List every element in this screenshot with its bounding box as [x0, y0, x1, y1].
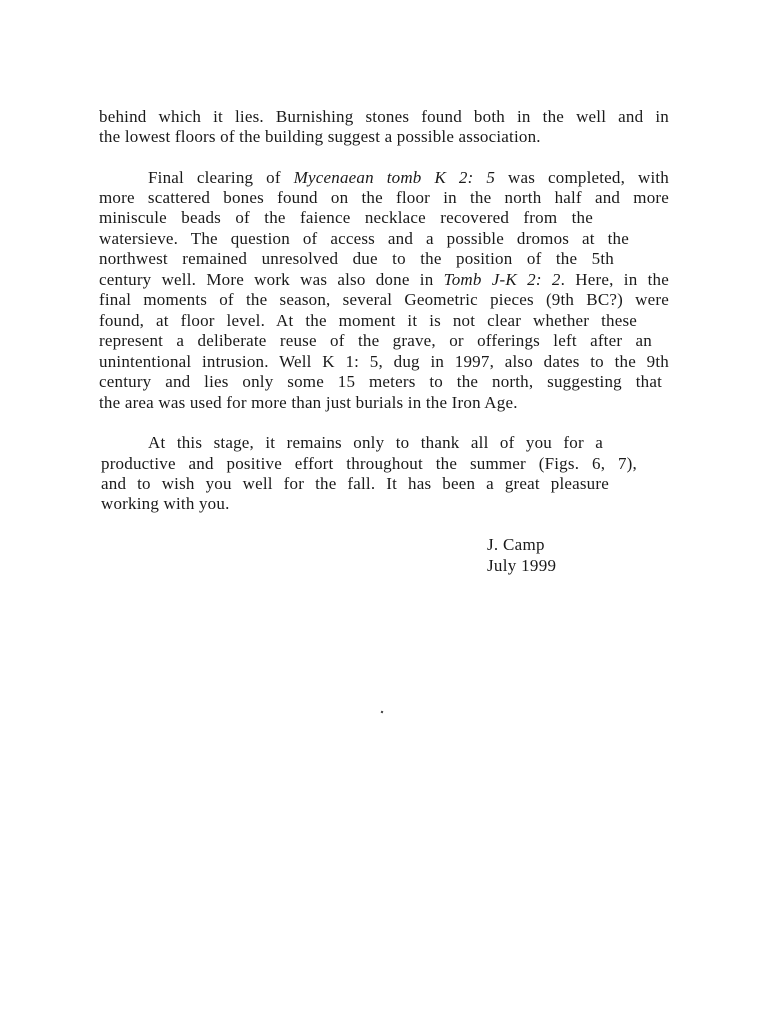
- text-line: At this stage, it remains only to thank all of you for a: [148, 433, 603, 452]
- text-line: miniscule beads of the faience necklace recovered from the: [99, 208, 593, 227]
- text-line: [99, 270, 669, 290]
- text-line: the lowest floors of the building suggest a possible association.: [99, 127, 541, 146]
- text-line: century and lies only some 15 meters to the north, suggesting that: [99, 372, 662, 391]
- signature-name: J. Camp: [487, 535, 545, 554]
- scan-speck: [381, 711, 384, 714]
- text-line: found, at floor level. At the moment it is not clear whether these: [99, 311, 637, 330]
- text-line: more scattered bones found on the floor in the north half and more: [99, 188, 669, 207]
- text-segment: Final clearing of: [148, 168, 294, 187]
- text-line: unintentional intrusion. Well K 1: 5, dug in 1997, also dates to the 9th: [99, 352, 669, 371]
- text-line: working with you.: [101, 494, 230, 513]
- text-line: and to wish you well for the fall. It has been a great pleasure: [101, 474, 609, 493]
- text-segment: was completed, with: [495, 168, 670, 187]
- text-line: the area was used for more than just burials in the Iron Age.: [99, 393, 518, 412]
- text-line: watersieve. The question of access and a possible dromos at the: [99, 229, 629, 248]
- text-segment: . Here, in the: [560, 270, 669, 289]
- text-segment: century well. More work was also done in: [99, 270, 444, 289]
- text-line: northwest remained unresolved due to the position of the 5th: [99, 249, 614, 268]
- text-line: [148, 168, 669, 188]
- tomb-name: Mycenaean tomb K 2: 5: [293, 168, 496, 187]
- tomb-name: Tomb J-K 2: 2: [443, 270, 561, 289]
- text-line: productive and positive effort throughout the summer (Figs. 6, 7),: [101, 454, 637, 473]
- signature-date: July 1999: [487, 556, 557, 575]
- text-line: behind which it lies. Burnishing stones found both in the well and in: [99, 107, 669, 126]
- text-line: final moments of the season, several Geometric pieces (9th BC?) were: [99, 290, 669, 309]
- text-line: represent a deliberate reuse of the grave, or offerings left after an: [99, 331, 652, 350]
